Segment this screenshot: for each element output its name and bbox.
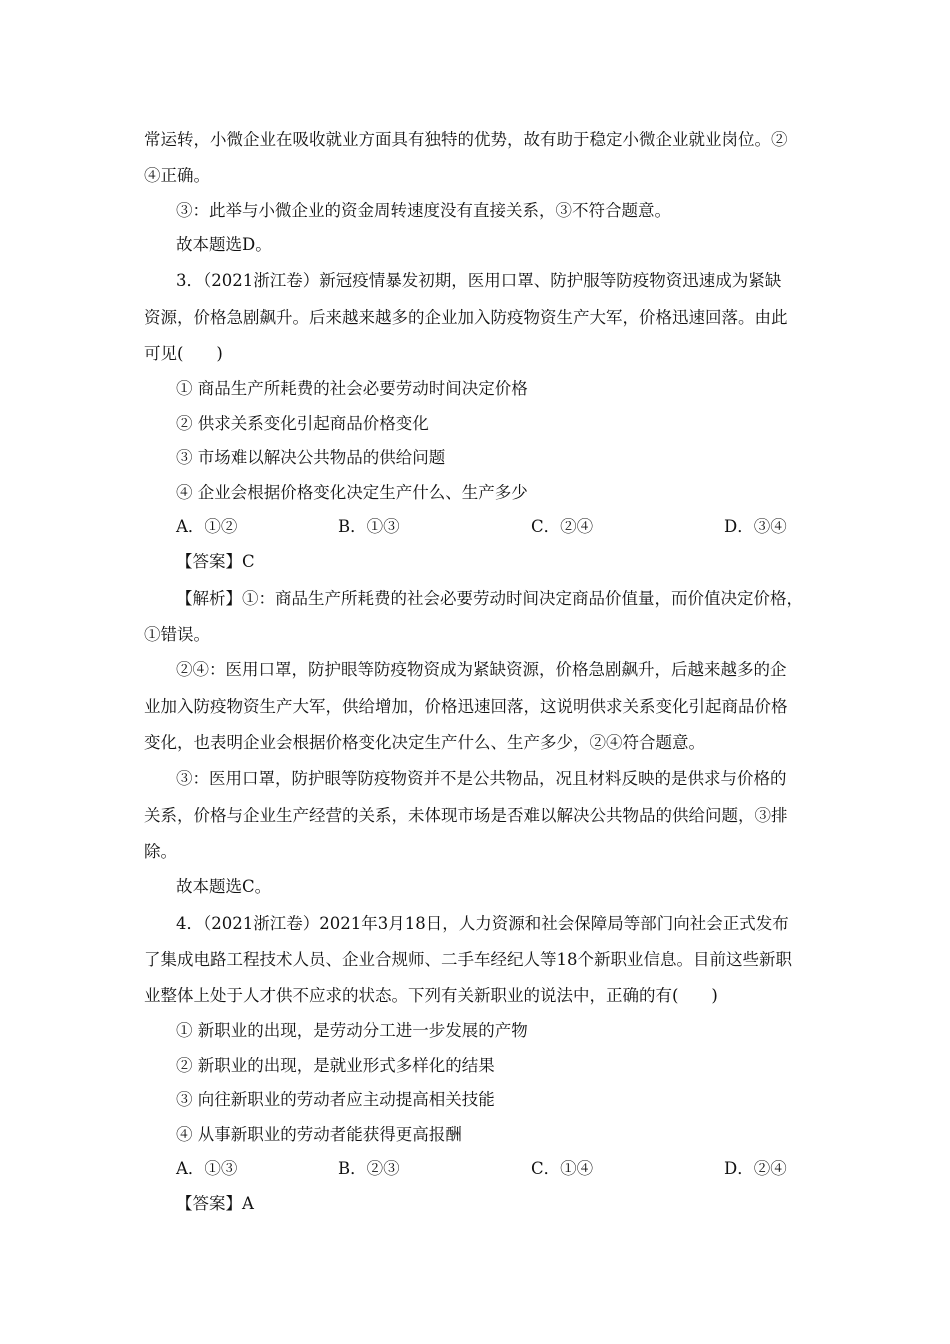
question-3-statement: ③ 市场难以解决公共物品的供给问题: [176, 448, 446, 467]
question-4-options: [0, 1157, 950, 1181]
question-3-statement: ② 供求关系变化引起商品价格变化: [176, 414, 429, 433]
question-4-statement: ③ 向往新职业的劳动者应主动提高相关技能: [176, 1090, 495, 1109]
question-3-statement: ① 商品生产所耗费的社会必要劳动时间决定价格: [176, 379, 528, 398]
analysis-line: ③：医用口罩，防护眼等防疫物资并不是公共物品，况且材料反映的是供求与价格的: [176, 769, 787, 788]
text-line: 常运转，小微企业在吸收就业方面具有独特的优势，故有助于稳定小微企业就业岗位。②: [144, 130, 788, 149]
text-line: 故本题选D。: [176, 235, 272, 254]
question-4-stem: 4．（2021浙江卷）2021年3月18日，人力资源和社会保障局等部门向社会正式发布: [176, 914, 789, 933]
question-4-stem: 业整体上处于人才供不应求的状态。下列有关新职业的说法中，正确的有( ): [144, 986, 718, 1005]
analysis-line: 业加入防疫物资生产大军，供给增加，价格迅速回落，这说明供求关系变化引起商品价格: [144, 697, 788, 716]
option-c: C．②④: [531, 517, 594, 536]
analysis-line: 故本题选C。: [176, 877, 272, 896]
question-4-statement: ④ 从事新职业的劳动者能获得更高报酬: [176, 1125, 462, 1144]
question-3-statement: ④ 企业会根据价格变化决定生产什么、生产多少: [176, 483, 528, 502]
question-4-statement: ① 新职业的出现，是劳动分工进一步发展的产物: [176, 1021, 528, 1040]
analysis-line: ②④：医用口罩，防护眼等防疫物资成为紧缺资源，价格急剧飙升，后越来越多的企: [176, 660, 787, 679]
question-3-stem: 3．（2021浙江卷）新冠疫情暴发初期，医用口罩、防护服等防疫物资迅速成为紧缺: [176, 271, 782, 290]
option-d: D．②④: [724, 1159, 787, 1178]
text-line: ③：此举与小微企业的资金周转速度没有直接关系，③不符合题意。: [176, 201, 671, 220]
analysis-line: 关系，价格与企业生产经营的关系，未体现市场是否难以解决公共物品的供给问题，③排: [144, 806, 788, 825]
analysis-line: 变化，也表明企业会根据价格变化决定生产什么、生产多少，②④符合题意。: [144, 733, 705, 752]
analysis-line: ①错误。: [144, 625, 210, 644]
question-3-stem: 可见( ): [144, 344, 223, 363]
option-a: A．①③: [176, 1159, 238, 1178]
answer-line: 【答案】A: [176, 1194, 254, 1213]
option-a: A．①②: [176, 517, 238, 536]
question-3-stem: 资源，价格急剧飙升。后来越来越多的企业加入防疫物资生产大军，价格迅速回落。由此: [144, 308, 788, 327]
answer-line: 【答案】C: [176, 552, 255, 571]
analysis-line: 除。: [144, 842, 177, 861]
option-b: B．①③: [338, 517, 400, 536]
option-b: B．②③: [338, 1159, 400, 1178]
analysis-line: 【解析】①：商品生产所耗费的社会必要劳动时间决定商品价值量，而价值决定价格，: [176, 589, 803, 608]
option-c: C．①④: [531, 1159, 594, 1178]
option-d: D．③④: [724, 517, 787, 536]
text-line: ④正确。: [144, 166, 210, 185]
question-3-options: [0, 515, 950, 539]
question-4-stem: 了集成电路工程技术人员、企业合规师、二手车经纪人等18个新职业信息。目前这些新职: [144, 950, 792, 969]
question-4-statement: ② 新职业的出现，是就业形式多样化的结果: [176, 1056, 495, 1075]
